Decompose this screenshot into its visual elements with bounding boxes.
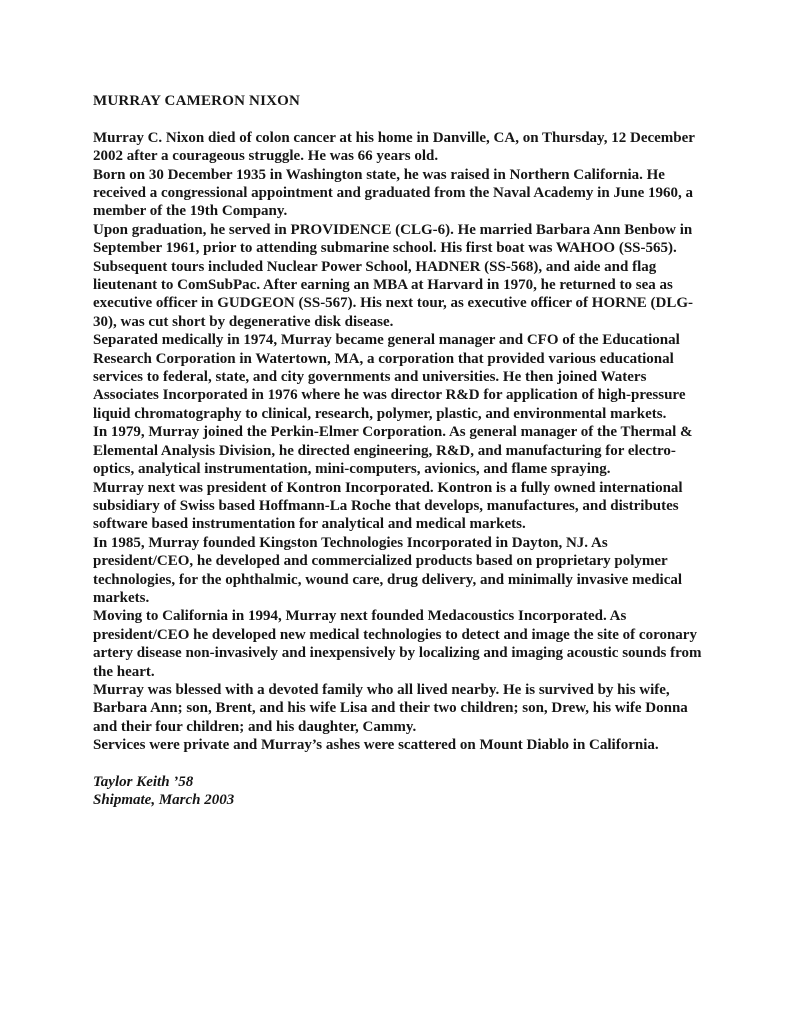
obituary-paragraph-7: In 1985, Murray founded Kingston Technologies Incorporated in Dayton, NJ. As president/CEO, he developed and commercialized products based on proprietary polymer technologies, for the ophthalmic, wound care, drug delivery, and minimally invasive medical markets. [93, 534, 683, 606]
signature-author: Taylor Keith ’58 [93, 774, 194, 790]
obituary-paragraph-10: Services were private and Murray’s ashes were scattered on Mount Diablo in California. [93, 737, 659, 754]
obituary-paragraph-1: Murray C. Nixon died of colon cancer at his home in Danville, CA, on Thursday, 12 December 2002 after a courageous struggle. He was 66 years old. [93, 129, 695, 165]
signature-block [93, 773, 709, 810]
obituary-paragraph-2: Born on 30 December 1935 in Washington state, he was raised in Northern California. He received a congressional appointment and graduated from the Naval Academy in June 1960, a member of the 19th Company. [93, 166, 694, 220]
obituary-title: MURRAY CAMERON NIXON [93, 93, 301, 109]
obituary-paragraph-6: Murray next was president of Kontron Incorporated. Kontron is a fully owned international subsidiary of Swiss based Hoffmann-La Roche that develops, manufactures, and distributes software based instrumentation for analytical and medical markets. [93, 479, 683, 533]
obituary-paragraph-3: Upon graduation, he served in PROVIDENCE (CLG-6). He married Barbara Ann Benbow in September 1961, prior to attending submarine school. His first boat was WAHOO (SS-565). Subsequent tours included Nuclear Power School, HADNER (SS-568), and aide and flag lieutenant to ComSubPac. After earning an MBA at Harvard in 1970, he returned to sea as executive officer in GUDGEON (SS-567). His next tour, as executive officer of HORNE (DLG-30), was cut short by degenerative disk disease. [93, 221, 694, 330]
obituary-paragraph-5: In 1979, Murray joined the Perkin-Elmer Corporation. As general manager of the Thermal & Elemental Analysis Division, he directed engineering, R&D, and manufacturing for electro-optics, analytical instrumentation, mini-computers, avionics, and flame spraying. [93, 424, 693, 478]
obituary-paragraph-8: Moving to California in 1994, Murray next founded Medacoustics Incorporated. As president/CEO he developed new medical technologies to detect and image the site of coronary artery disease non-invasively and inexpensively by localizing and imaging acoustic sounds from the heart. [93, 608, 702, 680]
obituary-paragraph-4: Separated medically in 1974, Murray became general manager and CFO of the Educational Research Corporation in Watertown, MA, a corporation that provided various educational services to federal, state, and city governments and universities. He then joined Waters Associates Incorporated in 1976 where he was director R&D for application of high-pressure liquid chromatography to clinical, research, polymer, plastic, and environmental markets. [93, 332, 686, 422]
signature-source: Shipmate, March 2003 [93, 792, 235, 809]
obituary-content [93, 92, 709, 810]
obituary-paragraph-9: Murray was blessed with a devoted family who all lived nearby. He is survived by his wife, Barbara Ann; son, Brent, and his wife Lisa and their two children; son, Drew, his wife Donna and their four children; and his daughter, Cammy. [93, 681, 688, 735]
